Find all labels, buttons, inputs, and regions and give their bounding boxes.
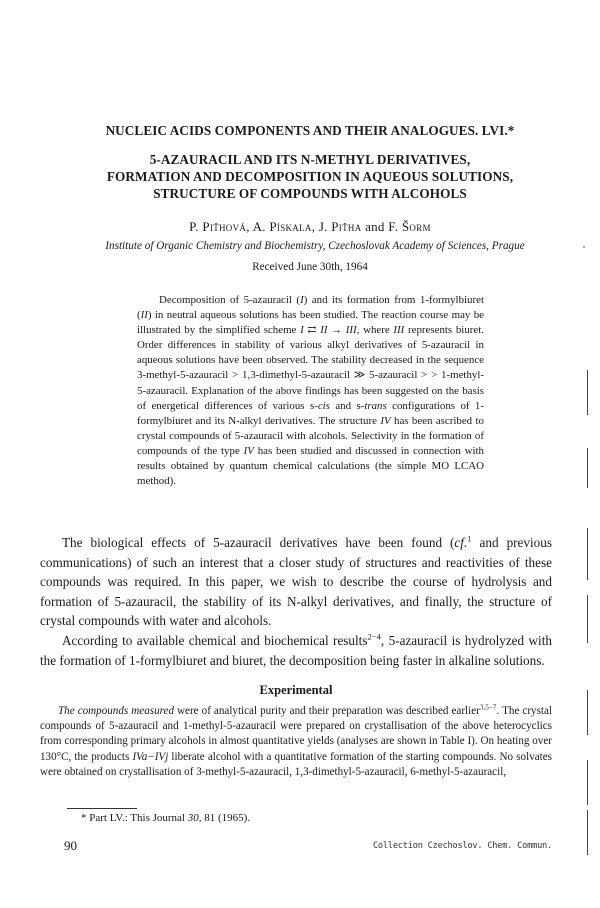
scan-edge-line bbox=[587, 595, 588, 643]
compound-label: IV bbox=[380, 414, 391, 427]
footnote-text: , 81 (1965). bbox=[198, 812, 251, 824]
abstract-italic: trans bbox=[364, 399, 387, 412]
footnote-text: * Part LV.: This Journal bbox=[81, 812, 188, 824]
author-separator: and F. bbox=[361, 219, 402, 234]
scan-edge-line bbox=[587, 370, 588, 415]
author-name: Piťha bbox=[331, 219, 362, 234]
scan-edge-line bbox=[587, 448, 588, 488]
compound-label: IV bbox=[243, 444, 254, 457]
abstract-text: and s- bbox=[329, 399, 365, 412]
reaction-scheme: I ⇄ II → III bbox=[300, 324, 357, 337]
author-name: Pískala bbox=[269, 219, 312, 234]
footnote-rule bbox=[67, 808, 137, 809]
scan-edge-line bbox=[587, 760, 588, 805]
footnote-volume: 30 bbox=[187, 812, 199, 824]
abstract-text: , where bbox=[356, 324, 394, 337]
citation-ref: 1 bbox=[467, 533, 472, 544]
abstract-text: Decomposition of 5-azauracil ( bbox=[159, 294, 301, 306]
abstract-text: ) and its formation from 1-formylbiuret ( bbox=[137, 294, 484, 322]
section-heading-experimental: Experimental bbox=[259, 683, 333, 697]
footnote bbox=[81, 812, 250, 824]
body-text: were of analytical purity and their preparation was described earlier bbox=[174, 705, 480, 717]
citation-ref: 2−4 bbox=[367, 631, 381, 642]
experimental-paragraph bbox=[40, 704, 552, 780]
body-italic: cf. bbox=[454, 535, 468, 550]
compound-label: IVa−IVj bbox=[132, 750, 169, 763]
run-in-heading: The compounds measured bbox=[58, 705, 174, 717]
body-text: , 5-azauracil is hydrolyzed with the formation of 1-formylbiuret and biuret, the decomposition being faster in alkaline solutions. bbox=[40, 632, 552, 668]
compound-label: I bbox=[300, 294, 304, 306]
scan-edge-line bbox=[587, 528, 588, 580]
abstract-text: ) in neutral aqueous solutions has been studied. The reaction course may be illustrated by the simplified scheme bbox=[137, 309, 484, 337]
article-title-line: FORMATION AND DECOMPOSITION IN AQUEOUS SOLUTIONS, bbox=[106, 169, 514, 184]
body-text: liberate alcohol with a quantitative formation of the starting compounds. No solvates were obtained on crystallisation of 3-methyl-5-azauracil, 1,3-dimethyl-5-azauracil, 6-methyl-5-azauracil, bbox=[40, 750, 552, 778]
body-text: According to available chemical and biochemical results bbox=[62, 632, 368, 648]
compound-label: III bbox=[393, 324, 405, 337]
abstract-text: configurations of 1-formylbiuret and its N-alkyl derivatives. The structure bbox=[137, 399, 484, 427]
affiliation: Institute of Organic Chemistry and Biochemistry, Czechoslovak Academy of Sciences, Prague bbox=[105, 240, 525, 252]
body-text: The biological effects of 5-azauracil derivatives have been found ( bbox=[62, 535, 455, 550]
article-title-line: STRUCTURE OF COMPOUNDS WITH ALCOHOLS bbox=[153, 186, 467, 201]
compound-label: II bbox=[140, 309, 148, 322]
abstract-text: has been ascribed to crystal compounds of 5-azauracil with alcohols. Selectivity in the formation of compounds of the type bbox=[137, 414, 484, 457]
author-name: Pıťhová bbox=[202, 219, 247, 234]
abstract-text: has been studied and discussed in connection with results obtained by quantum chemical calculations (the simple MO LCAO method). bbox=[137, 444, 484, 488]
body-text: . The crystal compounds of 5-azauracil and 1-methyl-5-azauracil were prepared on crystallisation of the above heterocyclics from corresponding primary alcohols in almost quantitative yields (analyses are shown in Table I). On heating over 130°C, the products bbox=[40, 705, 552, 763]
introduction bbox=[40, 533, 552, 670]
page-number: 90 bbox=[64, 838, 77, 853]
author-initial: P. bbox=[189, 219, 203, 234]
author-name: Šorm bbox=[401, 219, 431, 234]
received-date: Received June 30th, 1964 bbox=[252, 261, 368, 273]
scan-edge-line bbox=[587, 690, 588, 735]
journal-name: Collection Czechoslov. Chem. Commun. bbox=[372, 841, 552, 851]
author-separator: , A. bbox=[246, 219, 270, 234]
citation-ref: 3,5−7 bbox=[479, 703, 497, 712]
scan-edge-line bbox=[587, 810, 588, 855]
scan-speck bbox=[583, 246, 585, 248]
author-separator: , J. bbox=[311, 219, 332, 234]
intro-paragraph bbox=[40, 533, 552, 631]
series-title: NUCLEIC ACIDS COMPONENTS AND THEIR ANALOGUES. LVI.* bbox=[105, 123, 515, 138]
author-list bbox=[60, 219, 560, 235]
body-text: and previous communications) of such an interest that a closer study of structures and reactivities of these compounds was required. In this paper, we wish to describe the course of hydrolysis and formation of 5-azauracil, the stability of its N-alkyl derivatives, and finally, the structure of crystal compounds with water and alcohols. bbox=[40, 535, 552, 629]
article-title bbox=[60, 151, 560, 202]
intro-paragraph bbox=[40, 631, 552, 670]
article-title-line: 5-AZAURACIL AND ITS N-METHYL DERIVATIVES, bbox=[149, 152, 471, 167]
abstract-text: represents biuret. Order differences in stability of various alkyl derivatives of 5-azauracil in aqueous solutions have been observed. The stability decreased in the sequence 3-methyl-5-azauracil > 1,3-dimethyl-5-azauracil ≫ 5-azauracil > > 1-methyl-5-azauracil. Explanation of the above findings has been suggested on the basis of energetical differences of various s- bbox=[137, 324, 484, 412]
abstract bbox=[137, 293, 484, 489]
abstract-italic: cis bbox=[317, 399, 330, 412]
